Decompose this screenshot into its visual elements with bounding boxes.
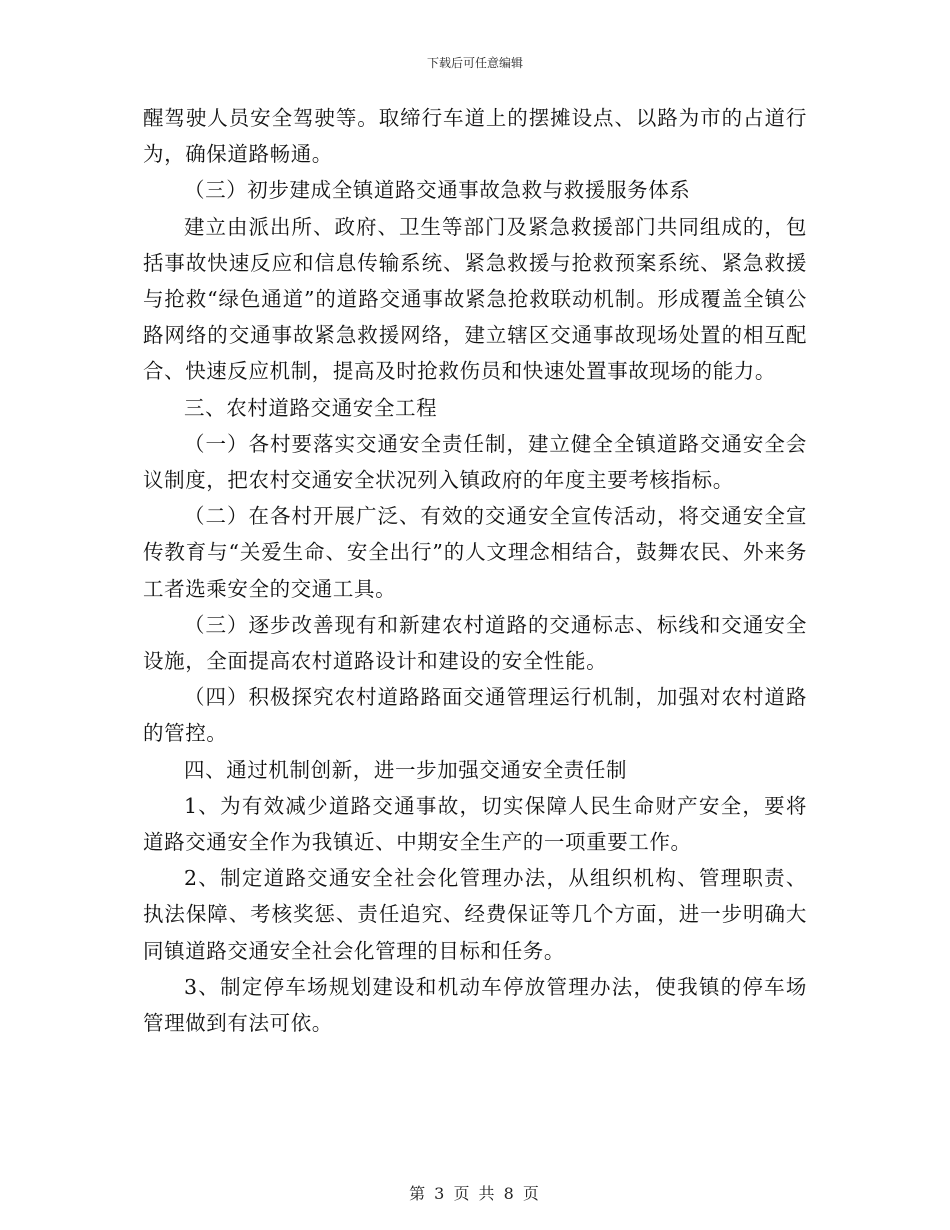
page-footer: 第 3 页 共 8 页 (409, 1184, 541, 1203)
page-header: 下载后可任意编辑 (426, 56, 523, 70)
paragraph-11: 2、制定道路交通安全社会化管理办法，从组织机构、管理职责、执法保障、考核奖惩、责任追究、经费保证等几个方面，进一步明确大同镇道路交通安全社会化管理的目标和任务。 (143, 866, 807, 963)
paragraph-12: 3、制定停车场规划建设和机动车停放管理办法，使我镇的停车场管理做到有法可依。 (143, 974, 807, 1036)
document-body (143, 100, 807, 1041)
paragraph-7: （三）逐步改善现有和新建农村道路的交通标志、标线和交通安全设施，全面提高农村道路设计和建设的安全性能。 (143, 612, 807, 674)
paragraph-6: （二）在各村开展广泛、有效的交通安全宣传活动，将交通安全宣传教育与“关爱生命、安全出行”的人文理念相结合，鼓舞农民、外来务工者选乘安全的交通工具。 (143, 504, 807, 601)
paragraph-5: （一）各村要落实交通安全责任制，建立健全全镇道路交通安全会议制度，把农村交通安全状况列入镇政府的年度主要考核指标。 (143, 431, 807, 493)
paragraph-2: （三）初步建成全镇道路交通事故急救与救援服务体系 (184, 178, 691, 203)
paragraph-3: 建立由派出所、政府、卫生等部门及紧急救援部门共同组成的，包括事故快速反应和信息传输系统、紧急救援与抢救预案系统、紧急救援与抢救“绿色通道”的道路交通事故紧急抢救联动机制。形成覆盖全镇公路网络的交通事故紧急救援网络，建立辖区交通事故现场处置的相互配合、快速反应机制，提高及时抢救伤员和快速处置事故现场的能力。 (143, 214, 807, 384)
paragraph-10: 1、为有效减少道路交通事故，切实保障人民生命财产安全，要将道路交通安全作为我镇近、中期安全生产的一项重要工作。 (143, 793, 807, 855)
paragraph-4: 三、农村道路交通安全工程 (184, 395, 438, 420)
paragraph-1: 醒驾驶人员安全驾驶等。取缔行车道上的摆摊设点、以路为市的占道行为，确保道路畅通。 (143, 106, 807, 167)
paragraph-8: （四）积极探究农村道路路面交通管理运行机制，加强对农村道路的管控。 (143, 685, 807, 746)
paragraph-9: 四、通过机制创新，进一步加强交通安全责任制 (184, 757, 628, 782)
